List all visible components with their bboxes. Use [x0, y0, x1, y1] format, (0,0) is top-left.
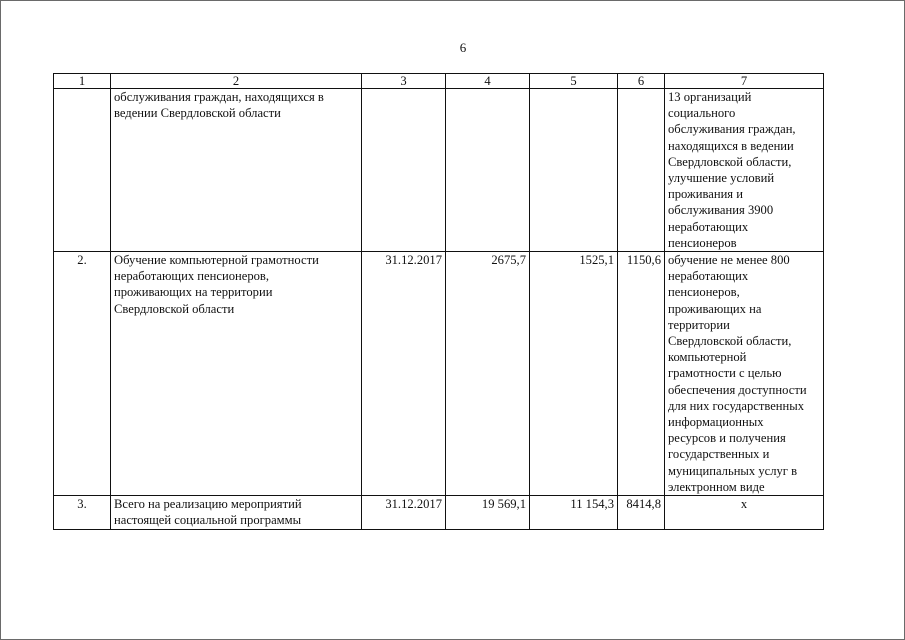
header-cell-3: 3 [362, 74, 446, 89]
deadline-cell [362, 89, 446, 252]
deadline-cell: 31.12.2017 [362, 496, 446, 530]
header-cell-6: 6 [618, 74, 665, 89]
expected-result-line: х [740, 497, 748, 512]
expected-result-line: информационных [668, 415, 764, 430]
expected-result-line: проживающих на [668, 301, 762, 316]
total-amount-cell [446, 89, 530, 252]
amount-col5-cell: 11 154,3 [530, 496, 618, 530]
expected-result-line: социального [668, 106, 736, 121]
header-cell-2: 2 [111, 74, 362, 89]
expected-result-cell [665, 89, 824, 252]
activity-name-line: настоящей социальной программы [114, 513, 302, 528]
expected-result-line: обслуживания граждан, [668, 122, 796, 137]
table-body [54, 89, 824, 530]
expected-result-line: территории [668, 317, 730, 332]
expected-result-line: улучшение условий [668, 171, 775, 186]
activity-name-line: обслуживания граждан, находящихся в [114, 90, 324, 104]
expected-result-line: обеспечения доступности [668, 382, 807, 397]
activity-name-cell [111, 89, 362, 252]
total-amount-cell: 19 569,1 [446, 496, 530, 530]
activity-name-line: неработающих пенсионеров, [114, 269, 270, 284]
expected-result-line: пенсионеров [668, 235, 737, 250]
table-row [54, 252, 824, 496]
expected-result-line: 13 организаций [668, 90, 752, 104]
expected-result-line: компьютерной [668, 350, 747, 365]
table-row [54, 89, 824, 252]
expected-result-line: муниципальных услуг в [668, 463, 798, 478]
activity-name-line: проживающих на территории [114, 285, 273, 300]
row-number-cell [54, 89, 111, 252]
amount-col6-cell: 8414,8 [618, 496, 665, 530]
expected-result-cell [665, 496, 824, 530]
activity-name-line: Обучение компьютерной грамотности [114, 253, 319, 268]
row-number-cell: 3. [54, 496, 111, 530]
amount-col5-cell: 1525,1 [530, 252, 618, 496]
activity-name-line: ведении Свердловской области [114, 106, 281, 121]
header-cell-4: 4 [446, 74, 530, 89]
header-cell-7: 7 [665, 74, 824, 89]
total-amount-cell: 2675,7 [446, 252, 530, 496]
expected-result-line: пенсионеров, [668, 285, 740, 300]
expected-result-line: Свердловской области, [668, 334, 792, 349]
expected-result-line: находящихся в ведении [668, 138, 794, 153]
table-row [54, 496, 824, 530]
page-number: 6 [459, 40, 467, 55]
header-row [54, 74, 824, 89]
activity-name-line: Всего на реализацию мероприятий [114, 497, 302, 512]
header-cell-5: 5 [530, 74, 618, 89]
expected-result-line: обслуживания 3900 [668, 203, 774, 218]
expected-result-cell [665, 252, 824, 496]
expected-result-line: неработающих [668, 269, 749, 284]
activity-name-cell [111, 496, 362, 530]
amount-col5-cell [530, 89, 618, 252]
expected-result-line: обучение не менее 800 [668, 253, 790, 268]
amount-col6-cell [618, 89, 665, 252]
expected-result-line: Свердловской области, [668, 154, 792, 169]
deadline-cell: 31.12.2017 [362, 252, 446, 496]
header-cell-1: 1 [54, 74, 111, 89]
activity-name-line: Свердловской области [114, 301, 235, 316]
program-table [53, 73, 824, 530]
expected-result-line: ресурсов и получения [668, 431, 786, 446]
activity-name-cell [111, 252, 362, 496]
expected-result-line: для них государственных [668, 398, 805, 413]
row-number-cell: 2. [54, 252, 111, 496]
expected-result-line: государственных и [668, 447, 770, 462]
expected-result-line: неработающих [668, 219, 749, 234]
expected-result-line: проживания и [668, 187, 743, 202]
expected-result-line: грамотности с целью [668, 366, 782, 381]
amount-col6-cell: 1150,6 [618, 252, 665, 496]
expected-result-line: электронном виде [668, 479, 765, 494]
